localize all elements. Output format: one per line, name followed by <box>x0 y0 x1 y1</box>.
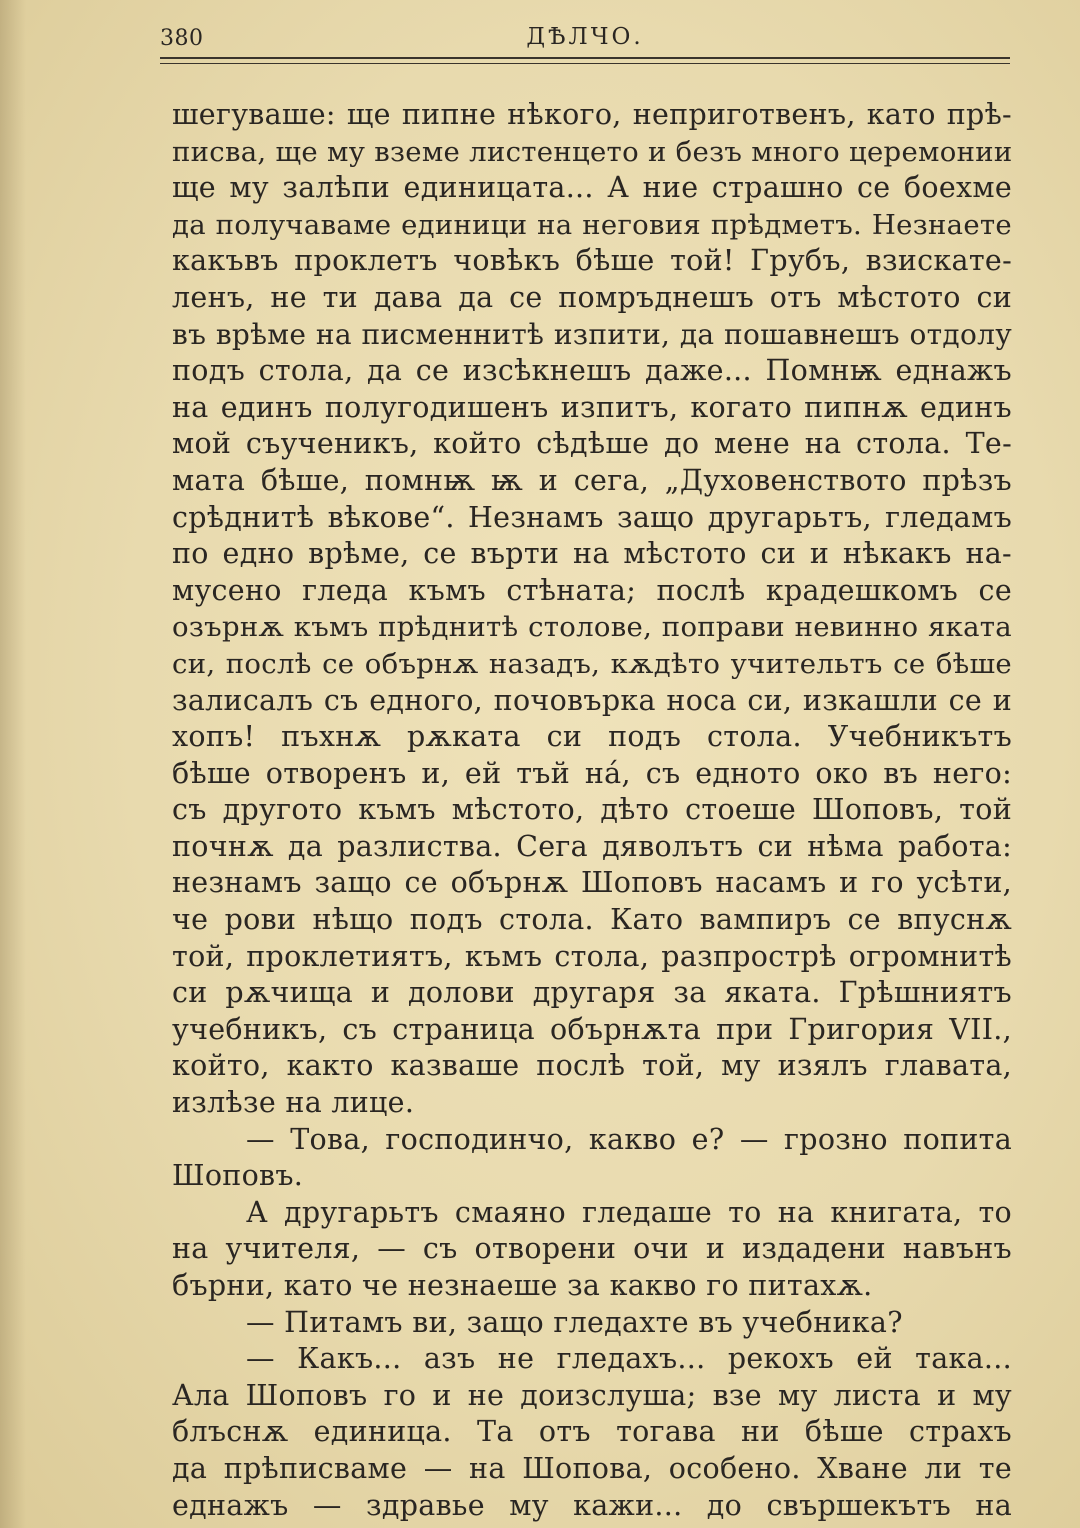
text-line: си рѫчища и долови другаря за яката. Грѣшниятъ <box>172 976 1012 1010</box>
text-line: въ врѣме на писменнитѣ изпити, да пошавнешъ отдолу <box>172 317 1012 351</box>
text-line: мусено гледа къмъ стѣната; послѣ крадешкомъ се <box>172 573 1012 607</box>
text-line: — Какъ... азъ не гледахъ... рекохъ ей така... <box>246 1342 1012 1376</box>
text-line: А другарьтъ смаяно гледаше то на книгата, то <box>246 1195 1012 1229</box>
text-line: — Питамъ ви, защо гледахте въ учебника? <box>246 1305 903 1339</box>
text-line: бърни, като че незнаеше за какво го питахѫ. <box>172 1269 873 1302</box>
text-line: ленъ, не ти дава да се помръднешъ отъ мѣстото си <box>172 280 1012 314</box>
text-line: съ другото къмъ мѣстото, дѣто стоеше Шоповъ, той <box>172 793 1012 827</box>
text-line: да прѣписваме — на Шопова, особено. Хване ли те <box>172 1451 1012 1485</box>
text-line: шегуваше: ще пипне нѣкого, неприготвенъ, като прѣ- <box>172 98 1012 131</box>
text-line: — Това, господинчо, какво е? — грозно попита <box>246 1122 1012 1156</box>
text-line: подъ стола, да се изсѣкнешъ даже... Помнѭ еднажъ <box>172 354 1012 388</box>
text-line: Шоповъ. <box>172 1159 304 1193</box>
text-line: почнѫ да разлиства. Сега дяволътъ си нѣма работа: <box>172 829 1012 863</box>
text-line: учебникъ, съ страница обърнѫта при Григория VII., <box>172 1012 1012 1046</box>
text-line: озърнѫ къмъ прѣднитѣ столове, поправи невинно яката <box>172 611 1012 644</box>
text-line: който, както казваше послѣ той, му изялъ главата, <box>172 1049 1012 1083</box>
text-line: блъснѫ единица. Та отъ тогава ни бѣше страхъ <box>172 1415 1012 1449</box>
text-line: писва, ще му вземе листенцето и безъ много церемонии <box>172 135 1012 168</box>
text-line: той, проклетиятъ, къмъ стола, разпрострѣ огромнитѣ <box>172 939 1012 973</box>
header-rule-thin <box>160 63 1010 64</box>
header-rule-thick <box>160 57 1010 59</box>
text-line: бѣше отворенъ и, ей тъй на́, съ едното око въ него: <box>172 756 1012 790</box>
text-line: ще му залѣпи единицата... А ние страшно се боехме <box>172 171 1012 205</box>
text-line: срѣднитѣ вѣкове“. Незнамъ защо другарьтъ, гледамъ <box>172 500 1012 534</box>
text-line: Ала Шоповъ го и не доизслуша; взе му листа и му <box>172 1378 1012 1412</box>
body-text <box>172 97 1012 1524</box>
text-line: на единъ полугодишенъ изпитъ, когато пипнѫ единъ <box>172 390 1012 424</box>
text-line: че рови нѣщо подъ стола. Като вампиръ се впуснѫ <box>172 903 1012 937</box>
text-line: какъвъ проклетъ човѣкъ бѣше той! Грубъ, взискате- <box>172 244 1012 278</box>
text-line: си, послѣ се обърнѫ назадъ, кѫдѣто учительтъ се бѣше <box>172 647 1012 680</box>
text-line: мой съученикъ, който сѣдѣше до мене на стола. Те- <box>172 427 1012 461</box>
text-line: на учителя, — съ отворени очи и издадени навънъ <box>172 1232 1012 1266</box>
text-line: мата бѣше, помнѭ ѭ и сега, „Духовенството прѣзъ <box>172 463 1012 497</box>
text-line: излѣзе на лице. <box>172 1086 415 1120</box>
text-line: еднажъ — здравье му кажи... до свършекътъ на <box>172 1488 1012 1522</box>
binding-shadow <box>0 0 26 1528</box>
running-title: ДѢЛЧО. <box>526 24 644 50</box>
text-line: по едно врѣме, се върти на мѣстото си и нѣкакъ на- <box>172 537 1012 571</box>
page-number: 380 <box>160 26 204 51</box>
text-line: да получаваме единици на неговия прѣдметъ. Незнаете <box>172 208 1012 241</box>
text-line: незнамъ защо се обърнѫ Шоповъ насамъ и го усѣти, <box>172 866 1012 900</box>
text-line: залисалъ съ едного, почовърка носа си, изкашли се и <box>172 683 1012 717</box>
page-header <box>160 24 1010 54</box>
text-line: хопъ! пъхнѫ рѫката си подъ стола. Учебникътъ <box>172 720 1012 754</box>
